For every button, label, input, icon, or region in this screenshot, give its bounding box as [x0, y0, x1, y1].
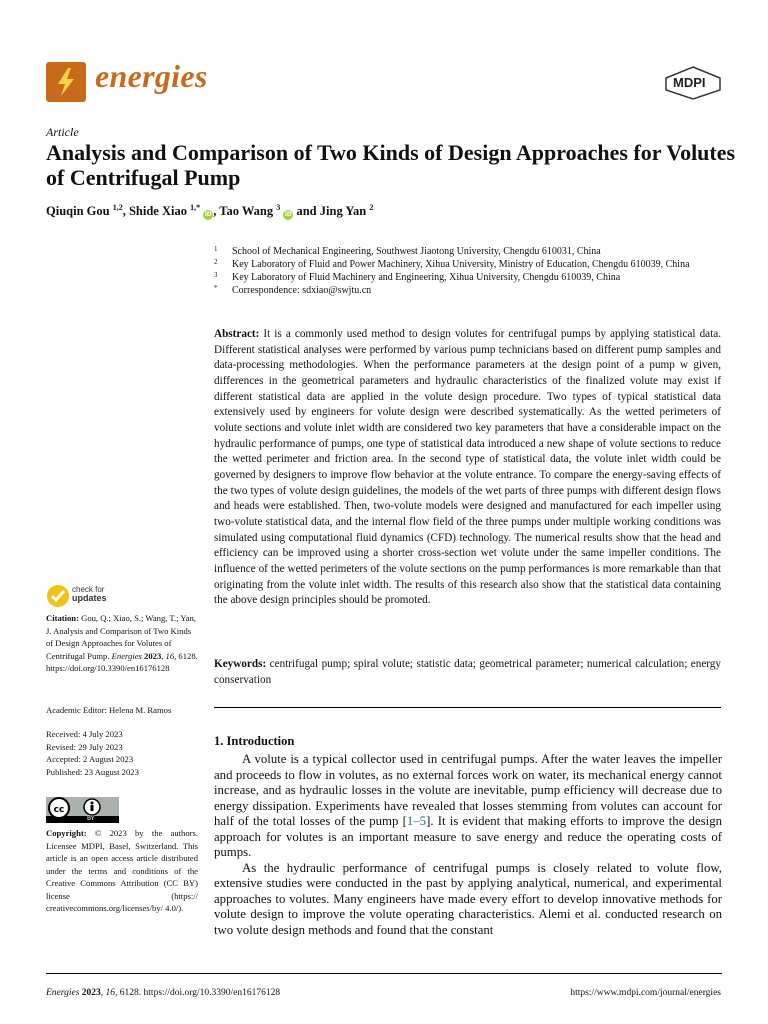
publication-dates [46, 728, 206, 778]
paragraph: A volute is a typical collector used in centrifugal pumps. After the water leaves the impeller and proceeds to flow in volutes, as no external forces work on water, its mechanical energy cannot increase, and as hydraulic losses in the volute are inevitable, pump efficiency will decrease due to energy dissipation. Experiments have revealed that losses stemming from volutes can account for half of the total losses of the pump [1–5]. It is evident that making efforts to improve the design approach for volutes is an important measure to save energy and reduce the operating costs of pumps. [214, 752, 723, 859]
citation-block: Citation: Gou, Q.; Xiao, S.; Wang, T.; Yan, J. Analysis and Comparison of Two Kinds of Design Approaches for Volutes of Centrifugal Pump. Energies 2023, 16, 6128. https://doi.org/10.3390/en16176128 [46, 613, 198, 673]
orcid-icon[interactable]: iD [204, 211, 212, 219]
creative-commons-icon [46, 797, 119, 823]
author-affiliation-mark: 1,2 [112, 203, 123, 212]
introduction-text [214, 752, 722, 938]
citation-doi[interactable]: , 6128. https://doi.org/10.3390/en16176128 [46, 650, 198, 673]
published-date: Published: 23 August 2023 [46, 766, 139, 777]
copyright-text: © 2023 by the authors. Licensee MDPI, Basel, Switzerland. This article is an open access article distributed under the terms and conditions of the Creative Commons Attribution (CC BY) license (https:// creativecommons.org/licenses/by/ 4.0/). [46, 828, 198, 913]
author-affiliation-mark: 1,* [190, 203, 201, 212]
affiliation-item: 2 Key Laboratory of Fluid and Power Machinery, Xihua University, Ministry of Education, Chengdu 610039, China [214, 258, 690, 270]
publisher-logo[interactable] [664, 66, 722, 100]
svg-text:cc: cc [53, 805, 65, 815]
citation-volume: 16 [165, 650, 175, 661]
citation-journal: Energies [111, 650, 142, 661]
affiliation-item: 1 School of Mechanical Engineering, Southwest Jiaotong University, Chengdu 610031, China [214, 245, 601, 257]
keywords-label: Keywords: [214, 658, 267, 670]
copyright-label: Copyright: [46, 828, 87, 838]
citation-link[interactable]: 1–5 [406, 814, 427, 828]
affiliations [214, 245, 734, 297]
citation-label: Citation: [46, 613, 79, 623]
check-for-updates-badge[interactable] [46, 584, 166, 608]
affiliation-item: 3 Key Laboratory of Fluid Machinery and Engineering, Xihua University, Chengdu 610039, China [214, 271, 621, 283]
article-title: Analysis and Comparison of Two Kinds of Design Approaches for Volutes of Centrifugal Pump [46, 140, 736, 190]
author-name[interactable]: Qiuqin Gou [46, 204, 110, 219]
check-updates-icon [46, 584, 70, 608]
keywords [214, 657, 721, 688]
citation-year: 2023 [144, 650, 162, 661]
paragraph: As the hydraulic performance of centrifugal pumps is closely related to volute flow, extensive studies were conducted in the past by applying analytical, numerical, and experimental approaches to volutes. Many engineers have made every effort to develop innovative methods for volute design to improve the volute operating characteristics. Alemi et al. conducted research on two volute design methods and found that the constant [214, 860, 722, 937]
journal-name[interactable]: energies [95, 58, 208, 94]
abstract-text: It is a commonly used method to design volutes for centrifugal pumps by applying statistical data. Different statistical analyses were performed by various pump technicians based on different pump samples and data-processing methodologies. When the performance parameters at the design point of a pump w given, differences in the geometrical parameters and hydraulic characteristics of the finalized volute may exist if different statistical data are applied in the volute design procedure. Two types of typical statistical data extensively used by engineers for volute design were described systematically. As the wetted perimeters of volute sections and volute inlet width are considered two key parameters that have a considerable impact on the hydraulic performance of pumps, one type of statistical data introduced a new shape of volute sections to reduce the wetted perimeter and friction area. In the second type of statistical data, the volute inlet width could be governed by designers to improve flow behavior at the volute entrance. To compare the energy-saving effects of the two types of volute design guidelines, the models of the wet parts of three pumps with different design flows and heads were established. Then, two-volute models were designed and manufactured for each impeller using two-volute statistical data, and the internal flow field of the three pumps under multiple working conditions was simulated using computational fluid dynamics (CFD) technology. The numerical results show that the head and efficiency can be improved using a shorter cross-section wet volute under the same impeller conditions. The influence of the wetted perimeters of the volute sections on the pump performances is more remarkable than that originating from the volute inlet width. The results of this research also show that the statistical data containing the above design principles should be promoted. [214, 328, 722, 607]
cc-by-license-badge[interactable] [46, 797, 119, 823]
abstract-label: Abstract: [214, 328, 260, 340]
revised-date: Revised: 29 July 2023 [46, 741, 123, 752]
section-heading: 1. Introduction [214, 734, 295, 748]
keywords-text: centrifugal pump; spiral volute; statistic data; geometrical parameter; numerical calculation; energy conservation [214, 658, 721, 686]
academic-editor: Academic Editor: Helena M. Ramos [46, 705, 172, 715]
author-name[interactable]: Shide Xiao [128, 204, 187, 219]
publisher-name: MDPI [673, 75, 706, 90]
article-type: Article [46, 125, 79, 139]
citation-text: Gou, Q.; Xiao, S.; Wang, T.; Yan, J. Analysis and Comparison of Two Kinds of Design Approaches for Volutes of Centrifugal Pump. [46, 613, 196, 661]
footer-doi[interactable]: , 6128. https://doi.org/10.3390/en16176128 [115, 988, 281, 998]
abstract [214, 327, 721, 609]
received-date: Received: 4 July 2023 [46, 729, 123, 739]
author-name[interactable]: Jing Yan [319, 204, 367, 219]
divider [214, 707, 721, 708]
orcid-icon[interactable]: iD [284, 211, 292, 219]
copyright-block [46, 827, 198, 915]
footer-divider [46, 973, 722, 974]
author-affiliation-mark: 2 [369, 203, 374, 212]
author-list: Qiuqin Gou $^{1,2}$, Shide Xiao $^{1,*}$ iD, Tao Wang $^3$ iD and Jing Yan $^2$ [46, 203, 374, 219]
footer-journal-url[interactable]: https://www.mdpi.com/journal/energies [570, 988, 721, 998]
check-updates-label: check for [72, 585, 105, 594]
footer-citation: Energies 2023, 16, 6128. https://doi.org/10.3390/en16176128 [46, 988, 281, 998]
correspondence: * Correspondence: sdxiao@swjtu.cn [214, 284, 372, 296]
accepted-date: Accepted: 2 August 2023 [46, 754, 134, 764]
cc-by-label: BY [87, 815, 95, 822]
lightning-icon [46, 62, 86, 102]
author-name[interactable]: Tao Wang [219, 204, 274, 219]
journal-logo [46, 62, 86, 102]
check-updates-label: updates [72, 593, 107, 603]
author-affiliation-mark: 3 [276, 203, 281, 212]
